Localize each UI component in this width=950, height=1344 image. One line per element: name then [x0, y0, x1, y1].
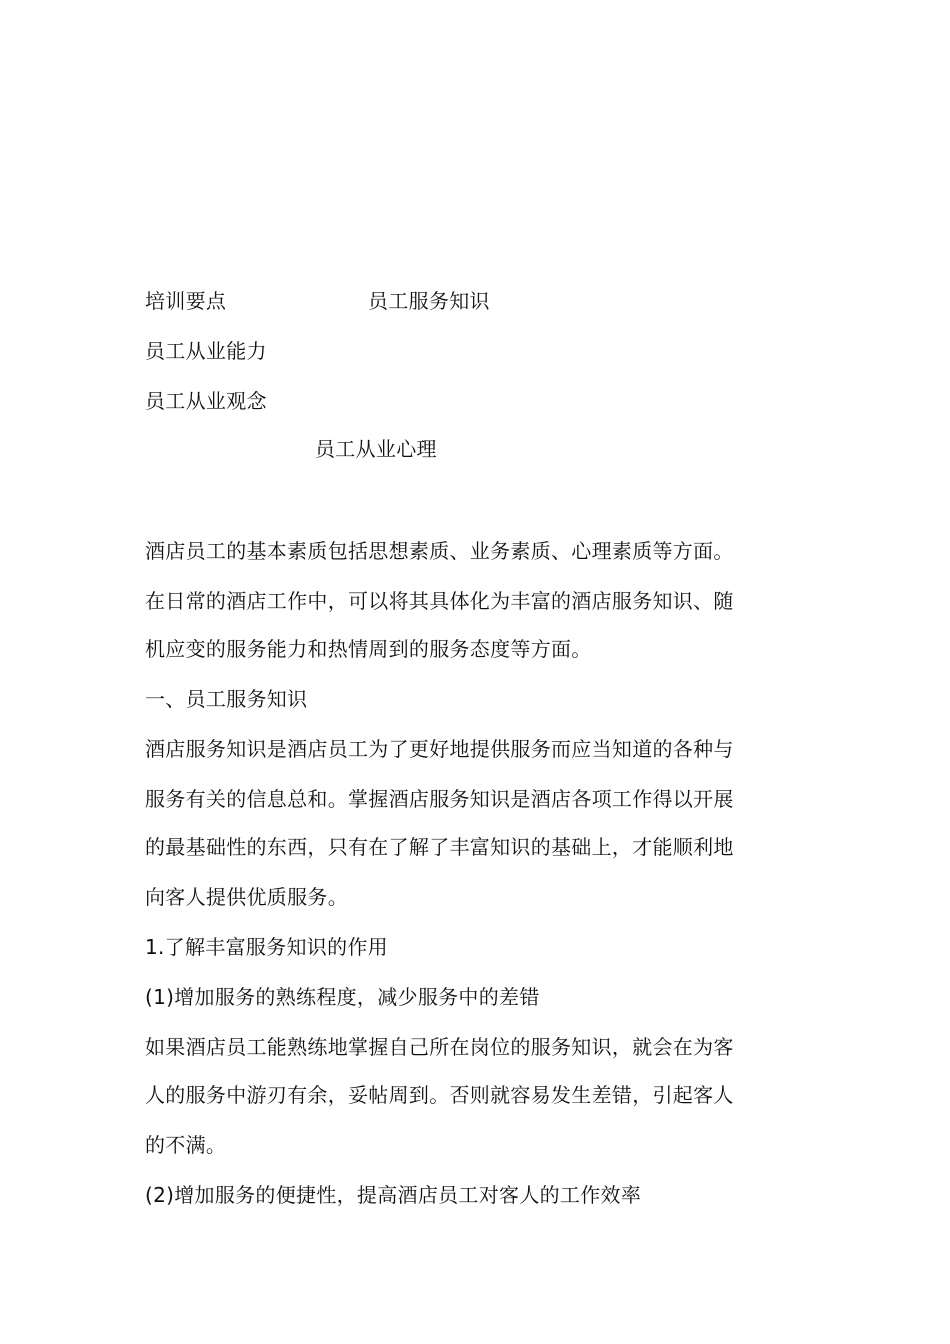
outline-item-service-knowledge: 员工服务知识	[368, 289, 490, 313]
paragraph-line: 的最基础性的东西，只有在了解了丰富知识的基础上，才能顺利地	[145, 835, 734, 859]
key-points-label: 培训要点	[145, 289, 227, 313]
section-heading: 一、员工服务知识	[145, 687, 308, 711]
outline-item-ability: 员工从业能力	[145, 339, 267, 363]
outline-item-concept: 员工从业观念	[145, 389, 267, 413]
paragraph-line: 酒店员工的基本素质包括思想素质、业务素质、心理素质等方面。	[145, 539, 734, 563]
paragraph-line: 酒店服务知识是酒店员工为了更好地提供服务而应当知道的各种与	[145, 737, 734, 761]
list-item: (2)增加服务的便捷性，提高酒店员工对客人的工作效率	[145, 1183, 642, 1207]
subsection-heading: 1.了解丰富服务知识的作用	[145, 935, 388, 959]
outline-item-psychology: 员工从业心理	[315, 437, 437, 461]
paragraph-line: 如果酒店员工能熟练地掌握自己所在岗位的服务知识，就会在为客	[145, 1035, 734, 1059]
paragraph-line: 服务有关的信息总和。掌握酒店服务知识是酒店各项工作得以开展	[145, 787, 734, 811]
paragraph-line: 在日常的酒店工作中，可以将其具体化为丰富的酒店服务知识、随	[145, 589, 734, 613]
paragraph-line: 机应变的服务能力和热情周到的服务态度等方面。	[145, 637, 592, 661]
paragraph-line: 的不满。	[145, 1133, 227, 1157]
list-item: (1)增加服务的熟练程度，减少服务中的差错	[145, 985, 540, 1009]
paragraph-line: 人的服务中游刃有余，妥帖周到。否则就容易发生差错，引起客人	[145, 1083, 734, 1107]
paragraph-line: 向客人提供优质服务。	[145, 885, 348, 909]
